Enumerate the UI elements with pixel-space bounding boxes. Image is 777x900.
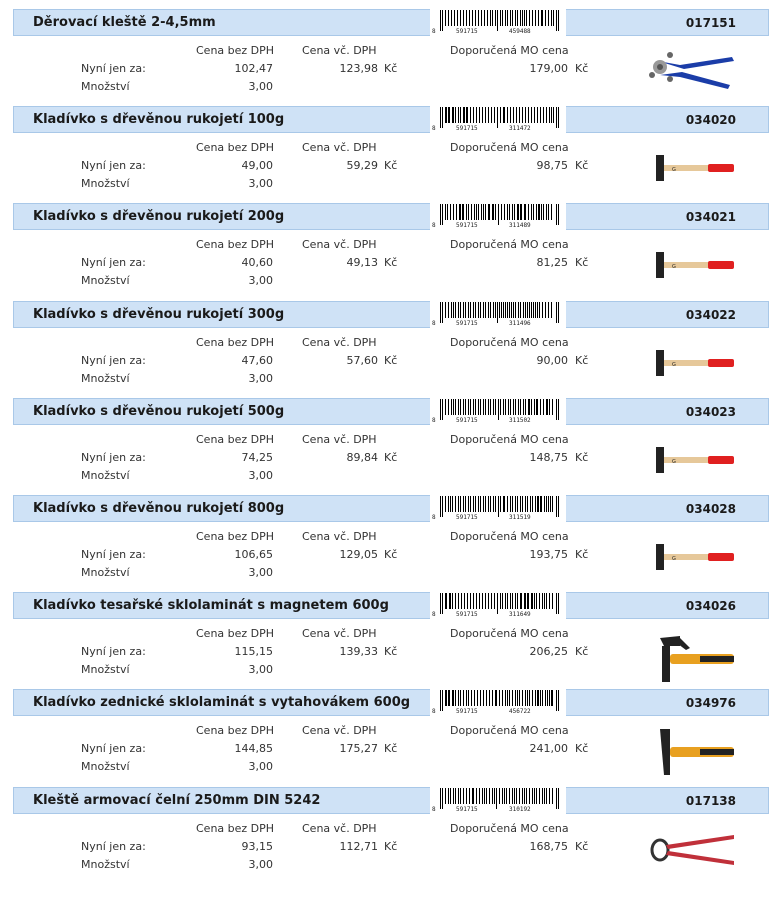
price-no-vat-header: Cena bez DPH bbox=[196, 724, 275, 738]
product-header bbox=[13, 203, 769, 230]
barcode-bars bbox=[430, 787, 566, 814]
barcode-right-digits: 310192 bbox=[509, 805, 531, 813]
price-vat-currency: Kč bbox=[384, 548, 398, 561]
svg-text:G: G bbox=[672, 556, 676, 562]
barcode-left-digits: 591715 bbox=[456, 514, 478, 521]
product-title: Kleště armovací čelní 250mm DIN 5242 bbox=[33, 792, 321, 808]
quantity-value: 3,00 bbox=[248, 371, 273, 385]
price-vat-currency: Kč bbox=[384, 839, 398, 853]
price-vat-currency: Kč bbox=[384, 159, 398, 173]
product-header bbox=[13, 495, 769, 522]
price-no-vat-value: 74,25 bbox=[241, 450, 273, 464]
product-image bbox=[640, 725, 740, 779]
barcode bbox=[430, 203, 566, 230]
product-header bbox=[13, 301, 769, 328]
barcode bbox=[430, 495, 566, 522]
price-no-vat-value: 106,65 bbox=[234, 548, 273, 561]
price-vat-value: 139,33 bbox=[339, 645, 378, 659]
recommended-price-value: 90,00 bbox=[536, 353, 568, 367]
product-code: 034020 bbox=[685, 113, 736, 128]
barcode-left-digits: 591715 bbox=[456, 805, 478, 813]
product-header bbox=[13, 9, 769, 36]
product-item bbox=[0, 398, 777, 495]
recommended-price-header: Doporučená MO cena bbox=[450, 432, 569, 446]
barcode-bars bbox=[430, 592, 566, 619]
product-title: Kladívko s dřevěnou rukojetí 300g bbox=[33, 306, 285, 322]
product-code: 034026 bbox=[685, 599, 736, 614]
price-no-vat-value: 49,00 bbox=[241, 159, 273, 173]
product-code: 034023 bbox=[685, 404, 736, 419]
barcode-right-digits: 311472 bbox=[509, 125, 531, 133]
now-only-label: Nyní jen za: bbox=[81, 450, 146, 464]
hammer-icon bbox=[640, 239, 740, 293]
price-vat-currency: Kč bbox=[384, 353, 398, 367]
svg-text:G: G bbox=[672, 264, 676, 271]
price-no-vat-header: Cena bez DPH bbox=[196, 335, 275, 349]
recommended-price-currency: Kč bbox=[575, 450, 589, 464]
quantity-label: Množství bbox=[81, 857, 130, 871]
product-title: Děrovací kleště 2-4,5mm bbox=[33, 15, 216, 30]
quantity-label: Množství bbox=[81, 177, 130, 191]
recommended-price-header: Doporučená MO cena bbox=[450, 238, 569, 252]
svg-text:G: G bbox=[672, 458, 676, 465]
now-only-label: Nyní jen za: bbox=[81, 353, 146, 367]
barcode-bars bbox=[430, 106, 566, 133]
now-only-label: Nyní jen za: bbox=[81, 256, 146, 270]
price-vat-header: Cena vč. DPH bbox=[302, 141, 377, 155]
barcode-right-digits: 311502 bbox=[509, 416, 531, 424]
quantity-value: 3,00 bbox=[248, 468, 273, 482]
recommended-price-currency: Kč bbox=[575, 839, 589, 853]
barcode-lead-digit: 8 bbox=[432, 125, 436, 133]
svg-text:G: G bbox=[672, 167, 676, 174]
recommended-price-currency: Kč bbox=[575, 62, 589, 75]
recommended-price-value: 81,25 bbox=[536, 256, 568, 270]
product-header bbox=[13, 689, 769, 716]
barcode-left-digits: 591715 bbox=[456, 222, 478, 230]
product-header bbox=[13, 106, 769, 133]
barcode-left-digits: 591715 bbox=[456, 416, 478, 424]
product-item bbox=[0, 495, 777, 592]
product-item bbox=[0, 592, 777, 689]
recommended-price-value: 241,00 bbox=[529, 742, 568, 756]
hammer-icon bbox=[640, 434, 740, 488]
barcode bbox=[430, 301, 566, 328]
barcode-lead-digit: 8 bbox=[432, 514, 436, 521]
price-vat-currency: Kč bbox=[384, 62, 398, 75]
price-no-vat-value: 102,47 bbox=[234, 62, 273, 75]
barcode-lead-digit: 8 bbox=[432, 805, 436, 813]
quantity-label: Množství bbox=[81, 760, 130, 774]
price-vat-value: 89,84 bbox=[346, 450, 378, 464]
end-cutting-pliers-icon bbox=[640, 823, 740, 877]
price-no-vat-value: 47,60 bbox=[241, 353, 273, 367]
price-vat-value: 57,60 bbox=[346, 353, 378, 367]
barcode-bars bbox=[430, 398, 566, 425]
price-vat-value: 59,29 bbox=[346, 159, 378, 173]
quantity-value: 3,00 bbox=[248, 274, 273, 288]
recommended-price-value: 98,75 bbox=[536, 159, 568, 173]
recommended-price-header: Doporučená MO cena bbox=[450, 141, 569, 155]
recommended-price-value: 148,75 bbox=[529, 450, 568, 464]
svg-text:G: G bbox=[672, 361, 676, 368]
recommended-price-value: 206,25 bbox=[529, 645, 568, 659]
barcode-right-digits: 459488 bbox=[509, 28, 531, 35]
quantity-value: 3,00 bbox=[248, 663, 273, 677]
recommended-price-header: Doporučená MO cena bbox=[450, 530, 569, 543]
price-vat-header: Cena vč. DPH bbox=[302, 530, 377, 543]
price-vat-header: Cena vč. DPH bbox=[302, 821, 377, 835]
barcode bbox=[430, 592, 566, 619]
price-no-vat-value: 40,60 bbox=[241, 256, 273, 270]
recommended-price-header: Doporučená MO cena bbox=[450, 627, 569, 641]
price-vat-header: Cena vč. DPH bbox=[302, 432, 377, 446]
hammer-icon bbox=[640, 337, 740, 391]
product-image bbox=[640, 628, 740, 682]
barcode-right-digits: 311649 bbox=[509, 611, 531, 619]
recommended-price-header: Doporučená MO cena bbox=[450, 821, 569, 835]
hammer-icon bbox=[640, 142, 740, 196]
price-vat-header: Cena vč. DPH bbox=[302, 44, 377, 57]
quantity-label: Množství bbox=[81, 468, 130, 482]
quantity-label: Množství bbox=[81, 274, 130, 288]
recommended-price-value: 193,75 bbox=[529, 548, 568, 561]
quantity-value: 3,00 bbox=[248, 857, 273, 871]
barcode-lead-digit: 8 bbox=[432, 611, 436, 619]
product-item bbox=[0, 203, 777, 300]
recommended-price-currency: Kč bbox=[575, 256, 589, 270]
price-no-vat-header: Cena bez DPH bbox=[196, 432, 275, 446]
product-item bbox=[0, 301, 777, 398]
quantity-value: 3,00 bbox=[248, 177, 273, 191]
price-no-vat-value: 93,15 bbox=[241, 839, 273, 853]
product-title: Kladívko s dřevěnou rukojetí 800g bbox=[33, 501, 285, 516]
price-vat-currency: Kč bbox=[384, 645, 398, 659]
barcode-lead-digit: 8 bbox=[432, 222, 436, 230]
punch-pliers-icon bbox=[640, 45, 740, 99]
now-only-label: Nyní jen za: bbox=[81, 742, 146, 756]
recommended-price-currency: Kč bbox=[575, 645, 589, 659]
quantity-label: Množství bbox=[81, 566, 130, 579]
price-vat-header: Cena vč. DPH bbox=[302, 335, 377, 349]
quantity-value: 3,00 bbox=[248, 760, 273, 774]
price-no-vat-header: Cena bez DPH bbox=[196, 821, 275, 835]
product-image bbox=[640, 45, 740, 99]
price-vat-currency: Kč bbox=[384, 450, 398, 464]
recommended-price-currency: Kč bbox=[575, 742, 589, 756]
price-vat-currency: Kč bbox=[384, 256, 398, 270]
product-header bbox=[13, 787, 769, 814]
product-title: Kladívko s dřevěnou rukojetí 200g bbox=[33, 209, 285, 225]
product-item bbox=[0, 689, 777, 786]
now-only-label: Nyní jen za: bbox=[81, 62, 146, 75]
product-item bbox=[0, 787, 777, 884]
barcode-bars bbox=[430, 495, 566, 522]
barcode-right-digits: 311489 bbox=[509, 222, 531, 230]
now-only-label: Nyní jen za: bbox=[81, 159, 146, 173]
product-title: Kladívko s dřevěnou rukojetí 500g bbox=[33, 403, 285, 419]
product-item bbox=[0, 9, 777, 106]
recommended-price-currency: Kč bbox=[575, 159, 589, 173]
product-code: 034022 bbox=[685, 307, 736, 322]
price-no-vat-value: 115,15 bbox=[234, 645, 273, 659]
now-only-label: Nyní jen za: bbox=[81, 548, 146, 561]
product-code: 017138 bbox=[685, 793, 736, 808]
now-only-label: Nyní jen za: bbox=[81, 839, 146, 853]
price-vat-value: 123,98 bbox=[339, 62, 378, 75]
product-code: 017151 bbox=[685, 16, 736, 30]
price-vat-header: Cena vč. DPH bbox=[302, 724, 377, 738]
recommended-price-currency: Kč bbox=[575, 548, 589, 561]
product-header bbox=[13, 398, 769, 425]
product-image bbox=[640, 337, 740, 391]
barcode-right-digits: 311496 bbox=[509, 319, 531, 327]
claw-hammer-icon bbox=[640, 628, 740, 682]
price-vat-value: 112,71 bbox=[339, 839, 378, 853]
barcode bbox=[430, 106, 566, 133]
price-no-vat-value: 144,85 bbox=[234, 742, 273, 756]
barcode-lead-digit: 8 bbox=[432, 708, 436, 716]
barcode-bars bbox=[430, 203, 566, 230]
recommended-price-header: Doporučená MO cena bbox=[450, 724, 569, 738]
quantity-label: Množství bbox=[81, 663, 130, 677]
barcode-left-digits: 591715 bbox=[456, 319, 478, 327]
price-vat-header: Cena vč. DPH bbox=[302, 238, 377, 252]
now-only-label: Nyní jen za: bbox=[81, 645, 146, 659]
barcode bbox=[430, 689, 566, 716]
barcode-lead-digit: 8 bbox=[432, 28, 436, 35]
price-no-vat-header: Cena bez DPH bbox=[196, 44, 275, 57]
barcode bbox=[430, 398, 566, 425]
price-vat-value: 175,27 bbox=[339, 742, 378, 756]
recommended-price-header: Doporučená MO cena bbox=[450, 44, 569, 57]
price-no-vat-header: Cena bez DPH bbox=[196, 530, 275, 543]
barcode-bars bbox=[430, 301, 566, 328]
price-no-vat-header: Cena bez DPH bbox=[196, 627, 275, 641]
recommended-price-currency: Kč bbox=[575, 353, 589, 367]
barcode-right-digits: 311519 bbox=[509, 514, 531, 521]
price-vat-value: 49,13 bbox=[346, 256, 378, 270]
product-title: Kladívko s dřevěnou rukojetí 100g bbox=[33, 112, 285, 128]
product-item bbox=[0, 106, 777, 203]
quantity-label: Množství bbox=[81, 80, 130, 93]
product-code: 034021 bbox=[685, 210, 736, 225]
barcode-bars bbox=[430, 689, 566, 716]
barcode-left-digits: 591715 bbox=[456, 708, 478, 716]
product-title: Kladívko zednické sklolaminát s vytahovákem 600g bbox=[33, 695, 411, 711]
barcode-left-digits: 591715 bbox=[456, 611, 478, 619]
product-image bbox=[640, 531, 740, 585]
quantity-value: 3,00 bbox=[248, 80, 273, 93]
barcode bbox=[430, 9, 566, 36]
product-image bbox=[640, 823, 740, 877]
quantity-label: Množství bbox=[81, 371, 130, 385]
mason-hammer-icon bbox=[640, 725, 740, 779]
quantity-value: 3,00 bbox=[248, 566, 273, 579]
barcode-lead-digit: 8 bbox=[432, 319, 436, 327]
product-image bbox=[640, 142, 740, 196]
recommended-price-value: 179,00 bbox=[529, 62, 568, 75]
barcode-bars bbox=[430, 9, 566, 36]
product-code: 034028 bbox=[685, 502, 736, 516]
product-title: Kladívko tesařské sklolaminát s magnetem 600g bbox=[33, 598, 389, 614]
product-image bbox=[640, 239, 740, 293]
product-code: 034976 bbox=[685, 696, 736, 711]
barcode-right-digits: 456722 bbox=[509, 708, 531, 716]
price-vat-header: Cena vč. DPH bbox=[302, 627, 377, 641]
product-header bbox=[13, 592, 769, 619]
barcode-left-digits: 591715 bbox=[456, 28, 478, 35]
recommended-price-value: 168,75 bbox=[529, 839, 568, 853]
price-vat-currency: Kč bbox=[384, 742, 398, 756]
barcode-left-digits: 591715 bbox=[456, 125, 478, 133]
price-no-vat-header: Cena bez DPH bbox=[196, 238, 275, 252]
barcode-lead-digit: 8 bbox=[432, 416, 436, 424]
barcode bbox=[430, 787, 566, 814]
recommended-price-header: Doporučená MO cena bbox=[450, 335, 569, 349]
price-vat-value: 129,05 bbox=[339, 548, 378, 561]
price-no-vat-header: Cena bez DPH bbox=[196, 141, 275, 155]
product-image bbox=[640, 434, 740, 488]
hammer-icon bbox=[640, 531, 740, 585]
